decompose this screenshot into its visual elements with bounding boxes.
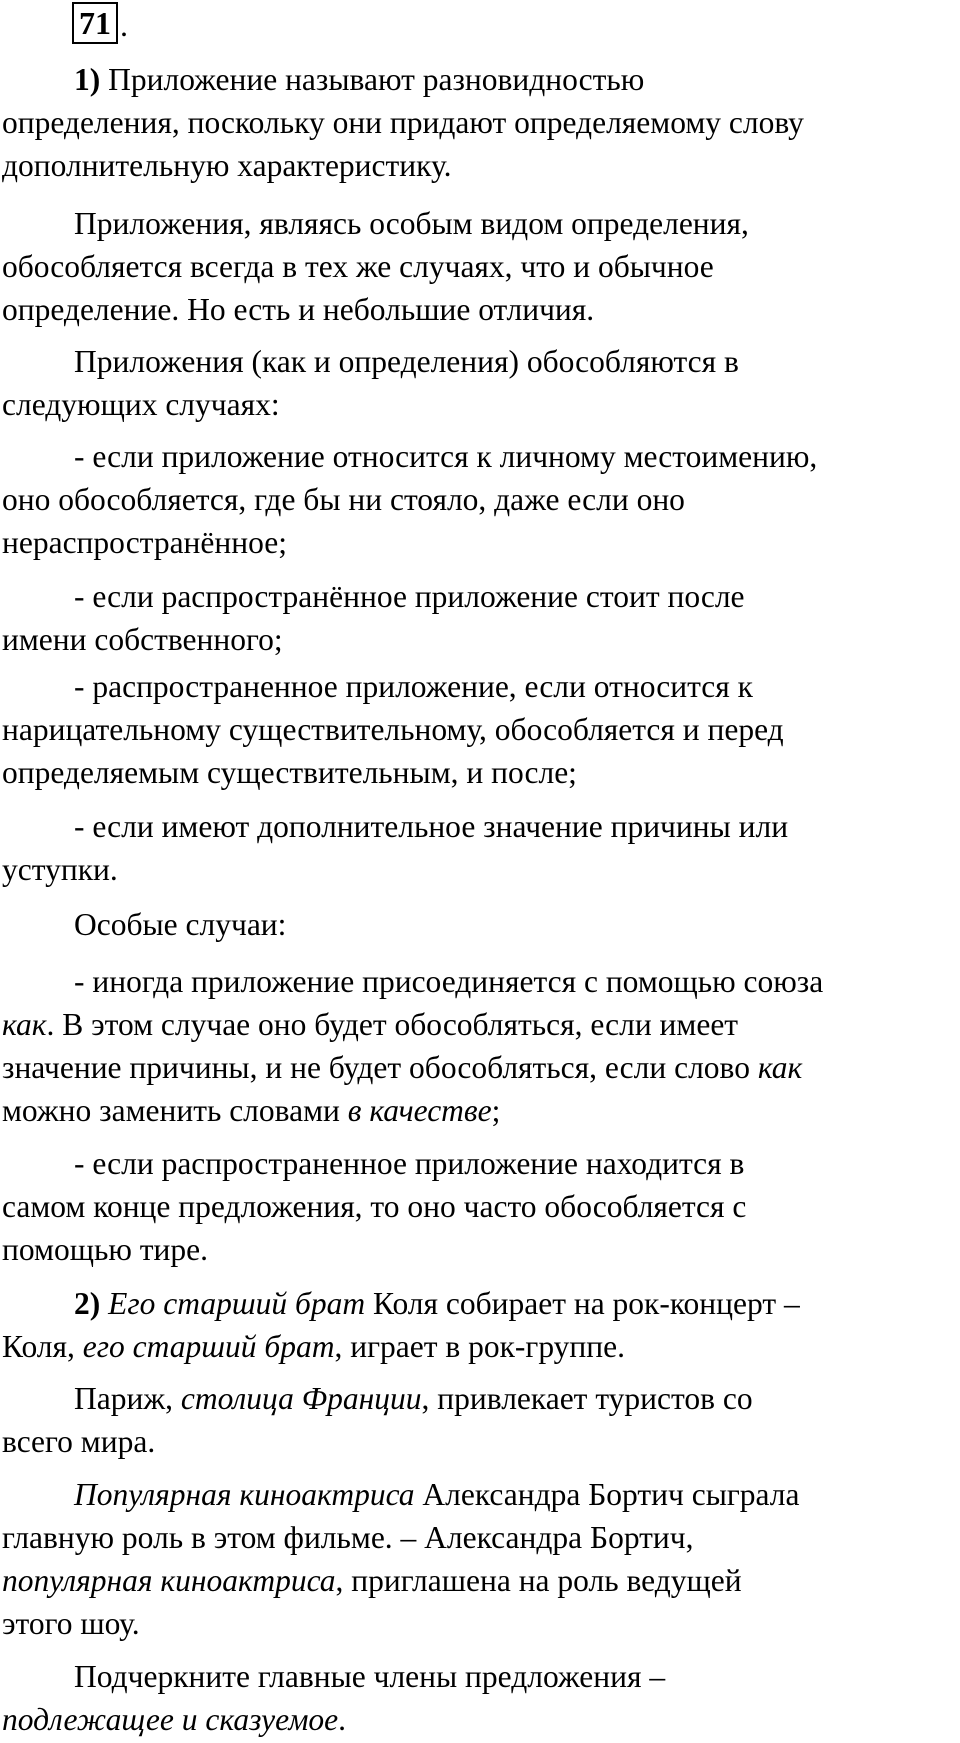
paragraph-4 (2, 435, 958, 564)
text-line: имени собственного; (2, 622, 283, 657)
text-line: - если распространенное приложение находится в (74, 1146, 745, 1181)
paragraph-1 (2, 58, 958, 187)
text-line: Париж, (74, 1381, 181, 1416)
text-line: Особые случаи: (74, 907, 287, 942)
text-line: ; (491, 1093, 501, 1128)
text-line: - если имеют дополнительное значение причины или (74, 809, 789, 844)
text-line: уступки. (2, 852, 118, 887)
text-line: оно обособляется, где бы ни стояло, даже если оно (2, 482, 685, 517)
text-line: Коля, (2, 1329, 83, 1364)
italic-term: как (757, 1050, 803, 1085)
text-line: определение. Но есть и небольшие отличия. (2, 292, 595, 327)
paragraph-14 (2, 1655, 958, 1741)
paragraph-8 (2, 903, 958, 946)
answer-marker-2: 2) (74, 1286, 101, 1321)
paragraph-7 (2, 805, 958, 891)
italic-term: в качестве (347, 1093, 492, 1128)
text-line: нераспространённое; (2, 525, 287, 560)
text-line: Приложения, являясь особым видом определения, (74, 206, 749, 241)
text-line: . В этом случае оно будет обособляться, если имеет (46, 1007, 739, 1042)
text-line: - иногда приложение присоединяется с помощью союза (74, 964, 824, 999)
text-line: Коля собирает на рок-концерт – (365, 1286, 800, 1321)
paragraph-9 (2, 960, 958, 1132)
paragraph-13 (2, 1473, 958, 1645)
italic-term: подлежащее и сказуемое (2, 1702, 339, 1737)
exercise-number (72, 4, 128, 44)
text-line: Приложения (как и определения) обособляются в (74, 344, 739, 379)
paragraph-11 (2, 1282, 958, 1368)
text-line: следующих случаях: (2, 387, 280, 422)
text-line: , привлекает туристов со (421, 1381, 753, 1416)
text-line: значение причины, и не будет обособляться, если слово (2, 1050, 758, 1085)
paragraph-2 (2, 202, 958, 331)
italic-term: столица Франции (180, 1381, 422, 1416)
paragraph-12 (2, 1377, 958, 1463)
text-line: главную роль в этом фильме. – Александра Бортич, (2, 1520, 694, 1555)
text-line: всего мира. (2, 1424, 156, 1459)
text-line: можно заменить словами (2, 1093, 348, 1128)
paragraph-6 (2, 665, 958, 794)
paragraph-10 (2, 1142, 958, 1271)
italic-term: Его старший брат (108, 1286, 366, 1321)
italic-term: как (2, 1007, 47, 1042)
italic-term: популярная киноактриса (2, 1563, 336, 1598)
text-line: - если приложение относится к личному местоимению, (74, 439, 818, 474)
text-line: дополнительную характеристику. (2, 148, 452, 183)
text-line: помощью тире. (2, 1232, 208, 1267)
text-line: обособляется всегда в тех же случаях, что и обычное (2, 249, 714, 284)
answer-marker-1: 1) (74, 62, 101, 97)
text-line: , играет в рок-группе. (334, 1329, 625, 1364)
text-line: . (338, 1702, 347, 1737)
text-line: нарицательному существительному, обособляется и перед (2, 712, 784, 747)
text-line: Подчеркните главные члены предложения – (74, 1659, 666, 1694)
text-line: , приглашена на роль ведущей (335, 1563, 742, 1598)
text-line: - распространенное приложение, если относится к (74, 669, 753, 704)
text-line: Приложение называют разновидностью (100, 62, 645, 97)
text-line: Александра Бортич сыграла (414, 1477, 800, 1512)
text-line: - если распространённое приложение стоит после (74, 579, 745, 614)
exercise-number-box: 71 (72, 2, 118, 44)
exercise-number-dot: . (120, 7, 128, 43)
text-line: этого шоу. (2, 1606, 140, 1641)
text-line: самом конце предложения, то оно часто обособляется с (2, 1189, 747, 1224)
paragraph-3 (2, 340, 958, 426)
italic-term: Популярная киноактриса (74, 1477, 415, 1512)
text-line: определения, поскольку они придают определяемому слову (2, 105, 804, 140)
italic-term: его старший брат (82, 1329, 335, 1364)
text-line: определяемым существительным, и после; (2, 755, 577, 790)
paragraph-5 (2, 575, 958, 661)
